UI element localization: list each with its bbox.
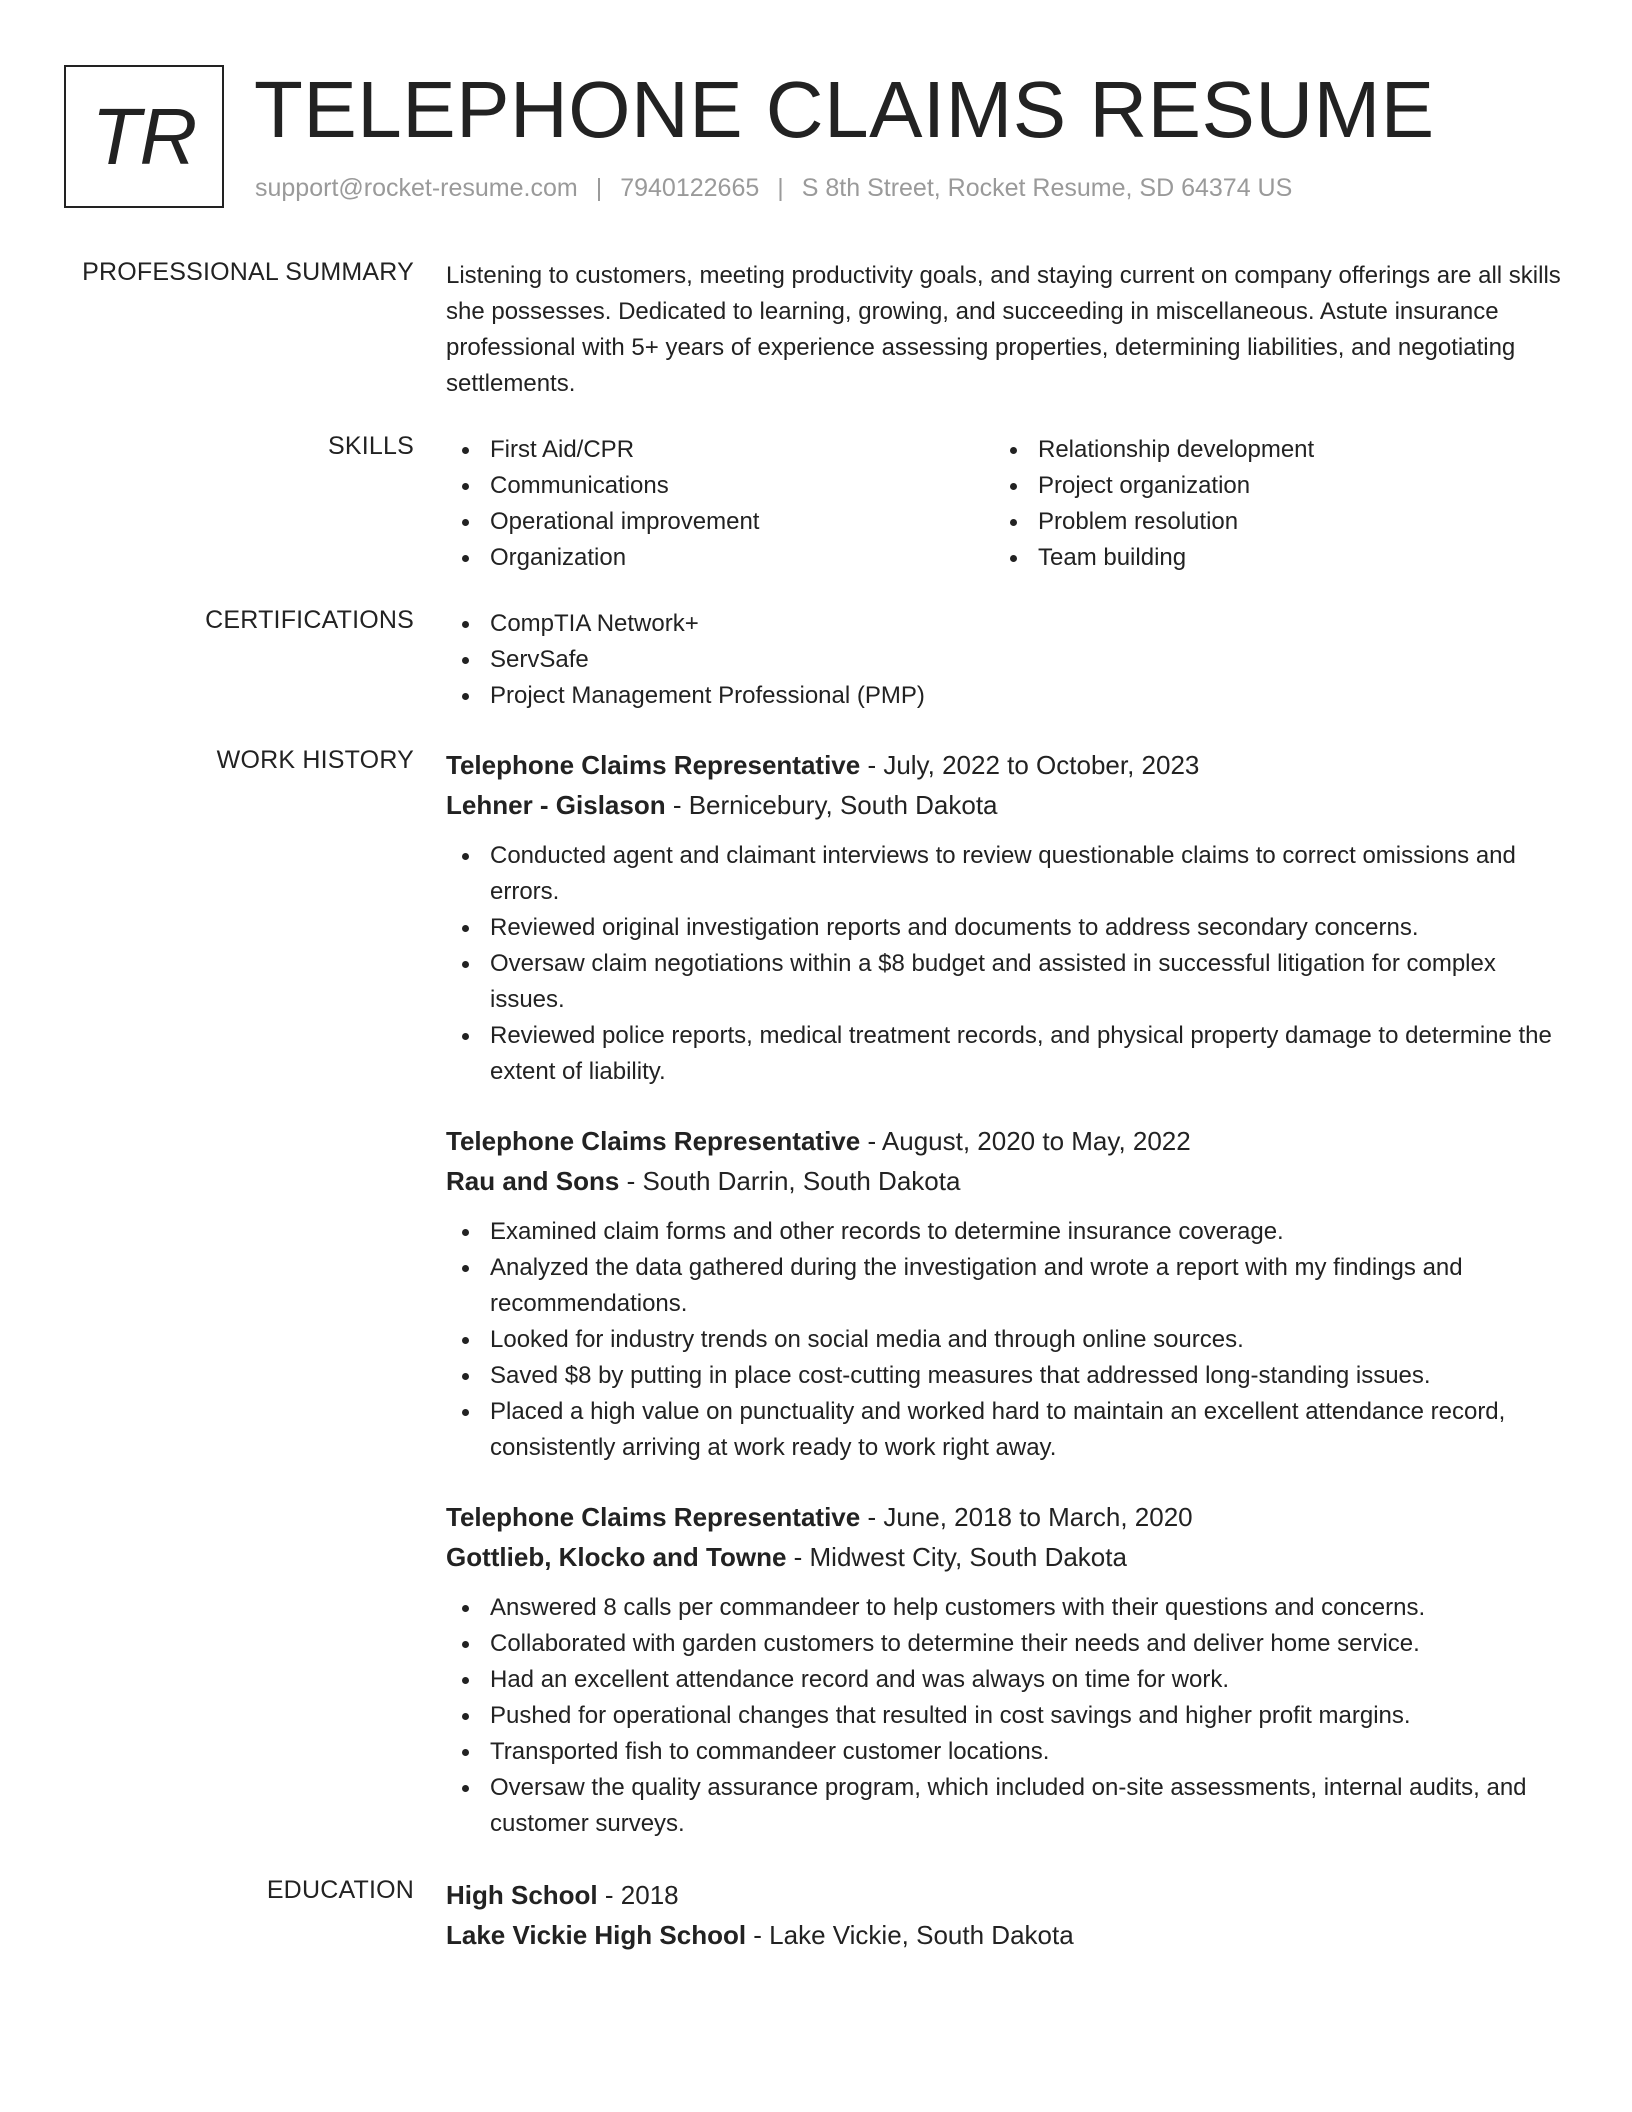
section-label-work-history: WORK HISTORY bbox=[216, 746, 414, 774]
job-duty: Saved $8 by putting in place cost-cutting measures that addressed long-standing issues. bbox=[446, 1358, 1566, 1394]
certifications-list bbox=[446, 606, 1566, 714]
skill-item: Operational improvement bbox=[446, 504, 994, 540]
job-duty: Placed a high value on punctuality and worked hard to maintain an excellent attendance record, consistently arriving at work ready to work right away. bbox=[446, 1394, 1566, 1466]
contact-email[interactable]: support@rocket-resume.com bbox=[255, 174, 578, 202]
job-company-line bbox=[446, 786, 1566, 824]
monogram-logo: TR bbox=[64, 65, 224, 208]
contact-line bbox=[255, 174, 1292, 203]
skill-item: Problem resolution bbox=[994, 504, 1542, 540]
summary-body bbox=[446, 258, 1566, 402]
education-school: Lake Vickie High School bbox=[446, 1920, 747, 1950]
job-company-line bbox=[446, 1162, 1566, 1200]
job-title-line bbox=[446, 1122, 1566, 1160]
job-duty: Reviewed original investigation reports and documents to address secondary concerns. bbox=[446, 910, 1566, 946]
job-company: Gottlieb, Klocko and Towne bbox=[446, 1542, 787, 1572]
job-location: - Midwest City, South Dakota bbox=[786, 1542, 1127, 1572]
job-company-line bbox=[446, 1538, 1566, 1576]
job-duty: Oversaw claim negotiations within a $8 budget and assisted in successful litigation for complex issues. bbox=[446, 946, 1566, 1018]
job-duties-list bbox=[446, 838, 1566, 1090]
job-dates: - July, 2022 to October, 2023 bbox=[860, 750, 1200, 780]
contact-separator: | bbox=[595, 174, 603, 202]
contact-separator: | bbox=[777, 174, 784, 202]
job-title-line bbox=[446, 1498, 1566, 1536]
certification-item: ServSafe bbox=[446, 642, 1566, 678]
skill-item: Communications bbox=[446, 468, 994, 504]
certification-item: CompTIA Network+ bbox=[446, 606, 1566, 642]
job-duty: Oversaw the quality assurance program, which included on-site assessments, internal audits, and customer surveys. bbox=[446, 1770, 1566, 1842]
resume-title: TELEPHONE CLAIMS RESUME bbox=[254, 65, 1435, 154]
skill-item: Project organization bbox=[994, 468, 1542, 504]
job-title-line bbox=[446, 746, 1566, 784]
job-duty: Pushed for operational changes that resulted in cost savings and higher profit margins. bbox=[446, 1698, 1566, 1734]
education-school-line bbox=[446, 1916, 1566, 1954]
work-history-body bbox=[446, 746, 1566, 1842]
skills-list-left bbox=[446, 432, 994, 576]
job-duty: Examined claim forms and other records to determine insurance coverage. bbox=[446, 1214, 1566, 1250]
job-duty: Looked for industry trends on social media and through online sources. bbox=[446, 1322, 1566, 1358]
skill-item: Relationship development bbox=[994, 432, 1542, 468]
job-entry bbox=[446, 746, 1566, 1090]
job-duty: Transported fish to commandeer customer locations. bbox=[446, 1734, 1566, 1770]
job-location: - Bernicebury, South Dakota bbox=[665, 790, 998, 820]
job-entry bbox=[446, 1122, 1566, 1466]
job-location: - South Darrin, South Dakota bbox=[619, 1166, 961, 1196]
section-label-summary: PROFESSIONAL SUMMARY bbox=[82, 258, 414, 286]
skill-item: First Aid/CPR bbox=[446, 432, 994, 468]
job-entry bbox=[446, 1498, 1566, 1842]
education-body bbox=[446, 1876, 1566, 1954]
certification-item: Project Management Professional (PMP) bbox=[446, 678, 1566, 714]
job-duty: Answered 8 calls per commandeer to help customers with their questions and concerns. bbox=[446, 1590, 1566, 1626]
job-duties-list bbox=[446, 1590, 1566, 1842]
job-duty: Reviewed police reports, medical treatment records, and physical property damage to determine the extent of liability. bbox=[446, 1018, 1566, 1090]
contact-phone[interactable]: 7940122665 bbox=[620, 174, 760, 202]
job-dates: - June, 2018 to March, 2020 bbox=[860, 1502, 1193, 1532]
job-duty: Conducted agent and claimant interviews to review questionable claims to correct omissions and errors. bbox=[446, 838, 1566, 910]
summary-text: Listening to customers, meeting productivity goals, and staying current on company offerings are all skills she possesses. Dedicated to learning, growing, and succeeding in miscellaneous. Astute insurance professional with 5+ years of experience assessing properties, determining liabilities, and negotiating settlements. bbox=[446, 262, 1561, 397]
resume-header bbox=[64, 64, 1584, 209]
education-degree-line bbox=[446, 1876, 1566, 1914]
education-location: - Lake Vickie, South Dakota bbox=[746, 1920, 1074, 1950]
section-label-certifications: CERTIFICATIONS bbox=[205, 606, 414, 634]
skill-item: Team building bbox=[994, 540, 1542, 576]
job-duty: Had an excellent attendance record and was always on time for work. bbox=[446, 1662, 1566, 1698]
certifications-body bbox=[446, 606, 1566, 714]
education-year: - 2018 bbox=[597, 1880, 679, 1910]
job-company: Lehner - Gislason bbox=[446, 790, 666, 820]
skill-item: Organization bbox=[446, 540, 994, 576]
section-label-skills: SKILLS bbox=[328, 432, 414, 460]
job-company: Rau and Sons bbox=[446, 1166, 620, 1196]
job-title: Telephone Claims Representative bbox=[446, 1126, 861, 1156]
skills-list-right bbox=[994, 432, 1542, 576]
job-dates: - August, 2020 to May, 2022 bbox=[860, 1126, 1191, 1156]
contact-address: S 8th Street, Rocket Resume, SD 64374 US bbox=[801, 174, 1293, 202]
job-title: Telephone Claims Representative bbox=[446, 1502, 861, 1532]
skills-body bbox=[446, 432, 1566, 576]
education-degree: High School bbox=[446, 1880, 598, 1910]
job-duty: Analyzed the data gathered during the investigation and wrote a report with my findings and recommendations. bbox=[446, 1250, 1566, 1322]
job-title: Telephone Claims Representative bbox=[446, 750, 861, 780]
job-duty: Collaborated with garden customers to determine their needs and deliver home service. bbox=[446, 1626, 1566, 1662]
section-label-education: EDUCATION bbox=[266, 1876, 414, 1904]
job-duties-list bbox=[446, 1214, 1566, 1466]
